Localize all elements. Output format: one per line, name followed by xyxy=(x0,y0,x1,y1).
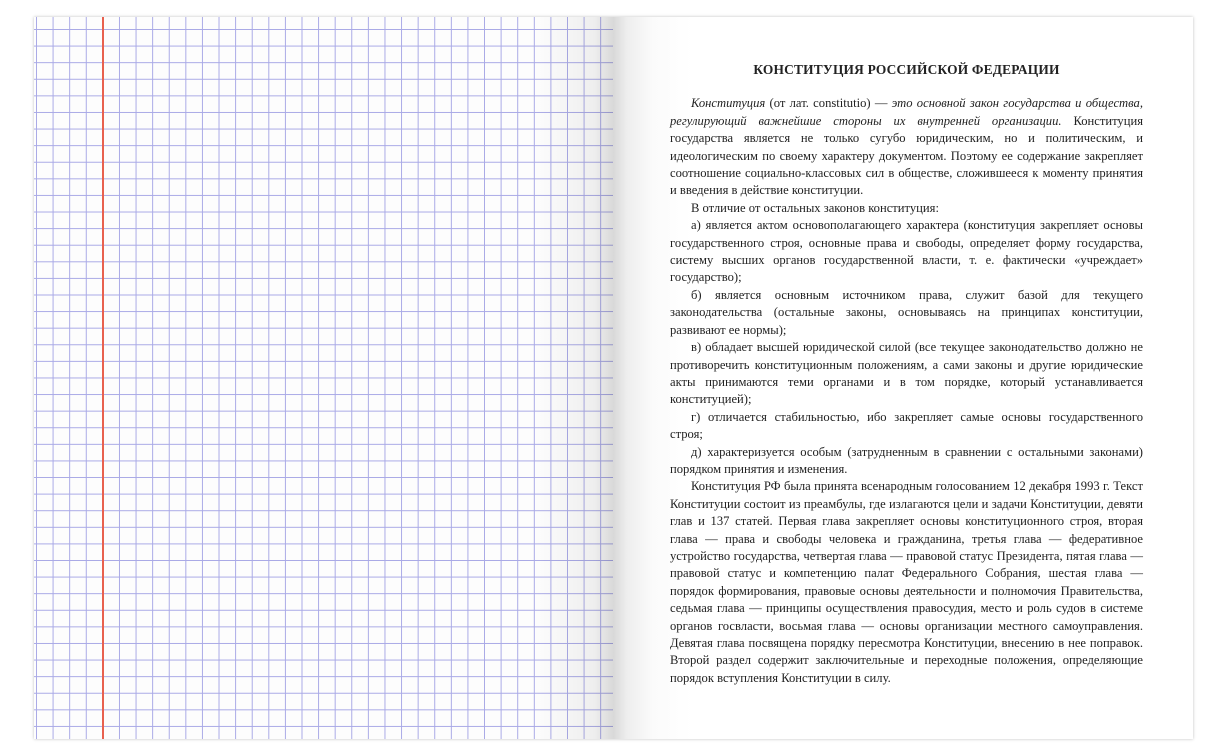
text-block xyxy=(670,61,1143,687)
page-title: КОНСТИТУЦИЯ РОССИЙСКОЙ ФЕДЕРАЦИИ xyxy=(753,62,1060,77)
intro-term: Конституция xyxy=(691,96,766,111)
list-item: б) является основным источником права, служит базой для текущего законодательства (остальные законы, основываясь на принципах конституции, развивают ее нормы); xyxy=(670,287,1143,337)
intro-paragraph xyxy=(670,95,1143,199)
list-item: в) обладает высшей юридической силой (все текущее законодательство должно не противоречить конституционным положениям, а сами законы и другие юридические акты принимаются теми органами и в том порядке, который устанавливается конституцией); xyxy=(670,340,1143,407)
list-item: д) характеризуется особым (затрудненным в сравнении с остальными законами) порядком принятия и изменения. xyxy=(670,444,1143,476)
list-item: г) отличается стабильностью, ибо закрепляет самые основы государственного строя; xyxy=(670,409,1143,442)
closing-paragraph: Конституция РФ была принята всенародным голосованием 12 декабря 1993 г. Текст Конституции состоит из преамбулы, где излагаются цели и задачи Конституции, девяти глав и 137 статей. Первая глава закрепляет основы конституционного строя, вторая глава — права и свободы человека и гражданина, третья глава — федеративное устройство государства, четвертая глава — правовой статус Президента, пятая глава — правовой статус и компетенцию палат Федерального Собрания, шестая глава — порядок формирования, правовые основы деятельности и полномочия Правительства, седьмая глава — принципы осуществления правосудия, место и роль судов в системе органов госвласти, восьмая глава — основы организации местного самоуправления. Девятая глава посвящена порядку пересмотра Конституции, внесению в нее поправок. Второй раздел содержит заключительные и переходные положения, определяющие порядок вступления Конституции в силу. xyxy=(670,479,1143,685)
text-page xyxy=(613,17,1193,739)
grid-page xyxy=(34,17,613,739)
intro-definition: это основной закон государства и общества, регулирующий важнейшие стороны их внутренней организации. xyxy=(670,96,1143,128)
intro-etymology: (от лат. constitutio) — xyxy=(765,96,892,111)
margin-line xyxy=(102,17,104,739)
intro-rest: Конституция государства является не только сугубо юридическим, но и политическим, и идеологическим по своему характеру документом. Поэтому ее содержание закрепляет соотношение социально-классовых сил в обществе, сложившееся к моменту принятия и введения в действие конституции. xyxy=(670,113,1143,198)
list-item: а) является актом основополагающего характера (конституция закрепляет основы государственного строя, основные права и свободы, определяет форму государства, систему высших органов государственной власти, т. е. фактически «учреждает» государство); xyxy=(670,218,1143,285)
lead-paragraph: В отличие от остальных законов конституция: xyxy=(691,200,939,215)
notebook-spread xyxy=(34,17,1193,739)
